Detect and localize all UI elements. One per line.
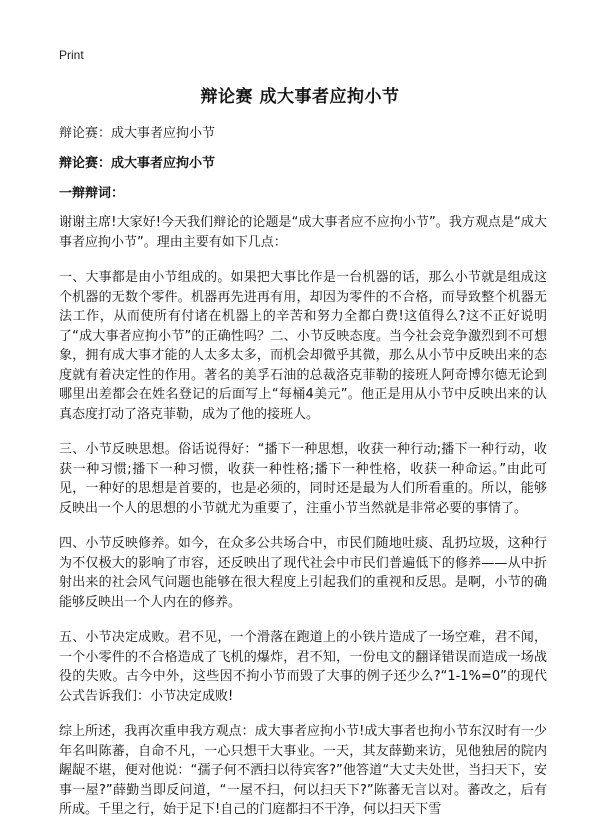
page-title: 辩论赛 成大事者应拘小节 [200,87,400,107]
print-link[interactable]: Print [59,48,84,62]
paragraph-intro: 谢谢主席!大家好!今天我们辩论的论题是“成大事者应不应拘小节”。我方观点是“成大事者应拘小节”。理由主要有如下几点： [59,215,547,250]
subtitle-bold: 辩论赛：成大事者应拘小节 [59,156,216,171]
paragraph-conclusion: 综上所述，我再次重申我方观点：成大事者应拘小节!成大事者也拘小节东汉时有一少年名叫陈蕃，自命不凡，一心只想干大事业。一天，其友薛勤来访，见他独居的院内龌龊不堪，便对他说：“孺子何不洒扫以待宾客?”他答道“大丈夫处世，当扫天下，安事一屋?”薛勤当即反问道，“一屋不扫，何以扫天下?”陈蕃无言以对。蕃改之，后有所成。千里之行，始于足下!自己的门庭都扫不干净，何以扫天下雪 [59,724,547,817]
section-heading: 一辩辩词： [59,186,125,201]
article-body [59,213,547,836]
subtitle-plain: 辩论赛：成大事者应拘小节 [59,126,216,141]
paragraph-point-3: 三、小节反映思想。俗话说得好：“播下一种思想，收获一种行动;播下一种行动，收获一种习惯;播下一种习惯，收获一种性格;播下一种性格，收获一种命运。”由此可见，一种好的思想是首要的，也是必须的，同时还是最为人们所看重的。所以，能够反映出一个人的思想的小节就尤为重要了，注重小节当然就是非常必要的事情了。 [59,442,547,516]
paragraph-point-1-2: 一、大事都是由小节组成的。如果把大事比作是一台机器的话，那么小节就是组成这个机器的无数个零件。机器再先进再有用，却因为零件的不合格，而导致整个机器无法工作，从而使所有付诸在机器上的辛苦和努力全都白费!这值得么?这不正好说明了“成大事者应拘小节”的正确性吗？二、小节反映态度。当今社会竞争激烈到不可想象，拥有成大事才能的人太多太多，而机会却微乎其微，那么从小节中反映出来的态度就有着决定性的作用。著名的美孚石油的总裁洛克菲勒的接班人阿奇博尔德无论到哪里出差都会在姓名登记的后面写上“每桶4美元”。他正是用从小节中反映出来的认真态度打动了洛克菲勒，成为了他的接班人。 [59,270,547,422]
paragraph-point-5: 五、小节决定成败。君不见，一个滑落在跑道上的小铁片造成了一场空难，君不闻，一个小零件的不合格造成了飞机的爆炸，君不知，一份电文的翻译错误而造成一场战役的失败。古今中外，这些因不拘小节而毁了大事的例子还少么?“1-1%=0”的现代公式告诉我们：小节决定成败! [59,630,547,704]
paragraph-point-4: 四、小节反映修养。如今，在众多公共场合中，市民们随地吐痰、乱扔垃圾，这种行为不仅极大的影响了市容，还反映出了现代社会中市民们普遍低下的修养——从中折射出来的社会风气问题也能够在很大程度上引起我们的重视和反思。是啊，小节的确能够反映出一个人内在的修养。 [59,536,547,610]
